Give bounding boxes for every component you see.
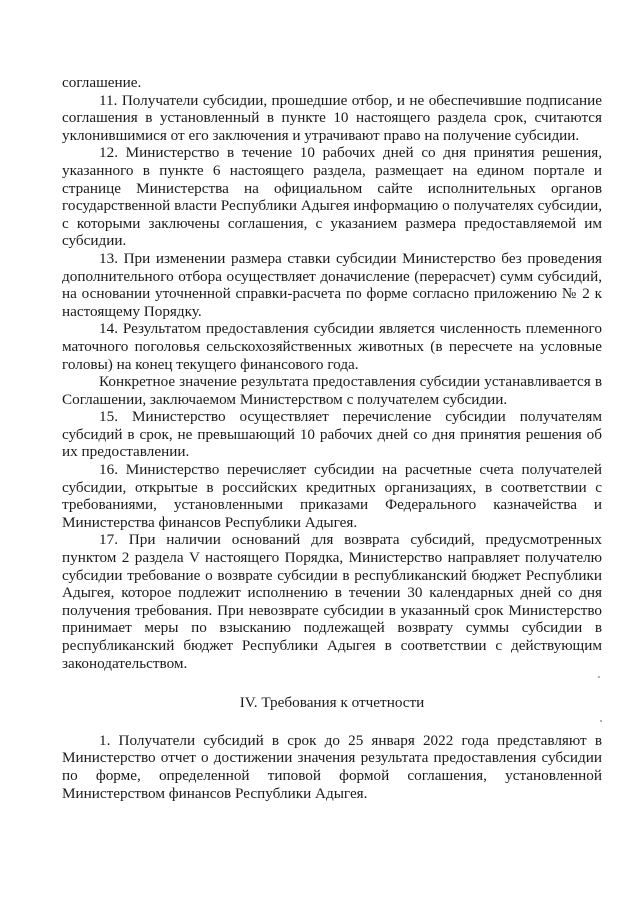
scan-speck xyxy=(598,676,600,678)
paragraph-continuation: соглашение. xyxy=(62,74,142,91)
paragraph-item-14: 14. Результатом предоставления субсидии является численность племенного маточного поголовья сельскохозяйственных животных (в пересчете на условные головы) на конец текущего финансового года. xyxy=(62,320,602,373)
paragraph-result-value: Конкретное значение результата предоставления субсидии устанавливается в Соглашении, заключаемом Министерством с получателем субсидии. xyxy=(62,373,602,408)
paragraph-item-17: 17. При наличии оснований для возврата субсидий, предусмотренных пунктом 2 раздела V настоящего Порядка, Министерство направляет получателю субсидии требование о возврате субсидии в республиканский бюджет Республики Адыгея, которое подлежит исполнению в течении 30 календарных дней со дня получения требования. При невозврате субсидии в указанный срок Министерство принимает меры по взысканию подлежащей возврату суммы субсидии в республиканский бюджет Республики Адыгея в соответствии с действующим законодательством. xyxy=(62,531,602,672)
section-paragraph-1: 1. Получатели субсидий в срок до 25 января 2022 года представляют в Министерство отчет о достижении значения результата предоставления субсидии по форме, определенной типовой формой соглашения, установленной Министерством финансов Республики Адыгея. xyxy=(62,731,602,802)
paragraph-item-15: 15. Министерство осуществляет перечисление субсидии получателям субсидий в срок, не превышающий 10 рабочих дней со дня принятия решения об их предоставлении. xyxy=(62,408,602,461)
section-heading: IV. Требования к отчетности xyxy=(239,694,425,712)
scan-speck xyxy=(600,720,602,722)
paragraph-item-13: 13. При изменении размера ставки субсидии Министерство без проведения дополнительного отбора осуществляет доначисление (перерасчет) сумм субсидий, на основании уточненной справки-расчета по форме согласно приложению № 2 к настоящему Порядку. xyxy=(62,249,602,320)
document-body xyxy=(62,74,602,802)
paragraph-item-16: 16. Министерство перечисляет субсидии на расчетные счета получателей субсидии, открытые в российских кредитных организациях, в соответствии с требованиями, установленными приказами Федерального казначейства и Министерства финансов Республики Адыгея. xyxy=(62,461,602,531)
paragraph-item-12: 12. Министерство в течение 10 рабочих дней со дня принятия решения, указанного в пункте 6 настоящего раздела, размещает на едином портале и странице Министерства на официальном сайте исполнительных органов государственной власти Республики Адыгея информацию о получателях субсидии, с которыми заключены соглашения, с указанием размера предоставляемой им субсидии. xyxy=(62,144,602,250)
paragraph-item-11: 11. Получатели субсидии, прошедшие отбор, и не обеспечившие подписание соглашения в установленный в пункте 10 настоящего раздела срок, считаются уклонившимися от его заключения и утрачивают право на получение субсидии. xyxy=(62,91,602,144)
